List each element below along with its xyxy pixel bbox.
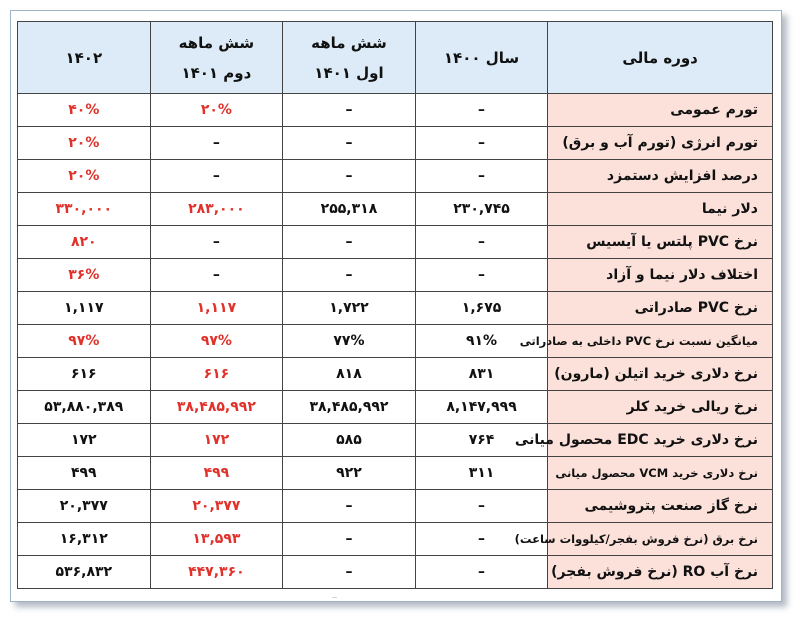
cell-value: – — [283, 226, 416, 259]
row-label: نرخ PVC صادراتی — [548, 292, 773, 325]
cell-value: ۱,۱۱۷ — [18, 292, 151, 325]
cell-value: ۶۱۶ — [150, 358, 283, 391]
cell-value: ۳۱۱ — [415, 457, 548, 490]
cell-value: ۳۸,۴۸۵,۹۹۲ — [283, 391, 416, 424]
row-label: نرخ دلاری خرید VCM محصول میانی — [548, 457, 773, 490]
row-label: نرخ PVC پلتس یا آیسیس — [548, 226, 773, 259]
cell-value: – — [150, 160, 283, 193]
header-year-1400: سال ۱۴۰۰ — [415, 22, 548, 94]
header-h1-1401-line2: اول ۱۴۰۱ — [314, 63, 384, 82]
header-period: دوره مالی — [548, 22, 773, 94]
table-body — [18, 94, 773, 589]
cell-value: ۹۲۲ — [283, 457, 416, 490]
cell-value: ۴۰% — [18, 94, 151, 127]
cell-value: – — [415, 259, 548, 292]
table-row — [18, 457, 773, 490]
row-label: نرخ گاز صنعت پتروشیمی — [548, 490, 773, 523]
cell-value: ۸,۱۴۷,۹۹۹ — [415, 391, 548, 424]
row-label: نرخ دلاری خرید EDC محصول میانی — [548, 424, 773, 457]
cell-value: ۱۳,۵۹۳ — [150, 523, 283, 556]
cell-value: ۲۰% — [18, 160, 151, 193]
row-label: درصد افزایش دستمزد — [548, 160, 773, 193]
cell-value: – — [415, 94, 548, 127]
cell-value: ۵۳,۸۸۰,۳۸۹ — [18, 391, 151, 424]
table-row — [18, 556, 773, 589]
header-h2-1401 — [150, 22, 283, 94]
row-label: نرخ آب RO (نرخ فروش بفجر) — [548, 556, 773, 589]
table-row — [18, 325, 773, 358]
table-row — [18, 160, 773, 193]
cell-value: – — [415, 160, 548, 193]
cell-value: ۱۷۲ — [150, 424, 283, 457]
row-label: تورم انرژی (تورم آب و برق) — [548, 127, 773, 160]
cell-value: ۱,۶۷۵ — [415, 292, 548, 325]
cell-value: ۶۱۶ — [18, 358, 151, 391]
cell-value: ۱۶,۳۱۲ — [18, 523, 151, 556]
cell-value: ۸۱۸ — [283, 358, 416, 391]
cell-value: – — [415, 226, 548, 259]
cell-value: ۳۸,۴۸۵,۹۹۲ — [150, 391, 283, 424]
header-h1-1401 — [283, 22, 416, 94]
cell-value: ۲۸۳,۰۰۰ — [150, 193, 283, 226]
cell-value: ۹۷% — [18, 325, 151, 358]
row-label: اختلاف دلار نیما و آزاد — [548, 259, 773, 292]
table-row — [18, 523, 773, 556]
cell-value: ۸۲۰ — [18, 226, 151, 259]
header-year-1402: ۱۴۰۲ — [18, 22, 151, 94]
cell-value: – — [150, 259, 283, 292]
cell-value: – — [283, 259, 416, 292]
cell-value: ۳۳۰,۰۰۰ — [18, 193, 151, 226]
cell-value: ۳۶% — [18, 259, 151, 292]
cell-value: – — [415, 523, 548, 556]
table-frame — [10, 10, 782, 602]
cell-value: ۹۷% — [150, 325, 283, 358]
cell-value: ۴۴۷,۳۶۰ — [150, 556, 283, 589]
row-label: نرخ دلاری خرید اتیلن (مارون) — [548, 358, 773, 391]
row-label: دلار نیما — [548, 193, 773, 226]
cell-value: ۷۶۴ — [415, 424, 548, 457]
cell-value: – — [150, 127, 283, 160]
cell-value: ۹۱% — [415, 325, 548, 358]
cell-value: – — [283, 490, 416, 523]
cell-value: ۵۳۶,۸۳۲ — [18, 556, 151, 589]
table-row — [18, 94, 773, 127]
cell-value: – — [150, 226, 283, 259]
table-row — [18, 193, 773, 226]
header-h1-1401-line1: شش ماهه — [311, 33, 387, 52]
header-row — [18, 22, 773, 94]
row-label: نرخ برق (نرخ فروش بفجر/کیلووات ساعت) — [548, 523, 773, 556]
cell-value: – — [283, 556, 416, 589]
table-row — [18, 259, 773, 292]
cell-value: – — [283, 523, 416, 556]
cell-value: – — [415, 127, 548, 160]
cell-value: – — [283, 94, 416, 127]
cell-value: ۷۷% — [283, 325, 416, 358]
cell-value: ۱,۱۱۷ — [150, 292, 283, 325]
table-row — [18, 424, 773, 457]
cell-value: ۱,۷۲۲ — [283, 292, 416, 325]
table-row — [18, 127, 773, 160]
footer-mark — [332, 597, 337, 598]
cell-value: ۲۰% — [150, 94, 283, 127]
cell-value: ۲۵۵,۳۱۸ — [283, 193, 416, 226]
cell-value: ۱۷۲ — [18, 424, 151, 457]
cell-value: ۴۹۹ — [18, 457, 151, 490]
cell-value: ۲۰% — [18, 127, 151, 160]
header-h2-1401-line1: شش ماهه — [178, 33, 255, 52]
table-row — [18, 292, 773, 325]
financial-assumptions-table — [17, 21, 773, 589]
row-label: میانگین نسبت نرخ PVC داخلی به صادراتی — [548, 325, 773, 358]
cell-value: ۲۰,۳۷۷ — [18, 490, 151, 523]
table-row — [18, 490, 773, 523]
row-label: تورم عمومی — [548, 94, 773, 127]
header-h2-1401-line2: دوم ۱۴۰۱ — [181, 63, 252, 82]
cell-value: ۴۹۹ — [150, 457, 283, 490]
table-row — [18, 358, 773, 391]
cell-value: – — [283, 127, 416, 160]
cell-value: – — [415, 490, 548, 523]
cell-value: ۲۳۰,۷۴۵ — [415, 193, 548, 226]
cell-value: ۸۳۱ — [415, 358, 548, 391]
cell-value: ۲۰,۳۷۷ — [150, 490, 283, 523]
cell-value: – — [283, 160, 416, 193]
table-row — [18, 226, 773, 259]
cell-value: ۵۸۵ — [283, 424, 416, 457]
table-row — [18, 391, 773, 424]
row-label: نرخ ریالی خرید کلر — [548, 391, 773, 424]
cell-value: – — [415, 556, 548, 589]
